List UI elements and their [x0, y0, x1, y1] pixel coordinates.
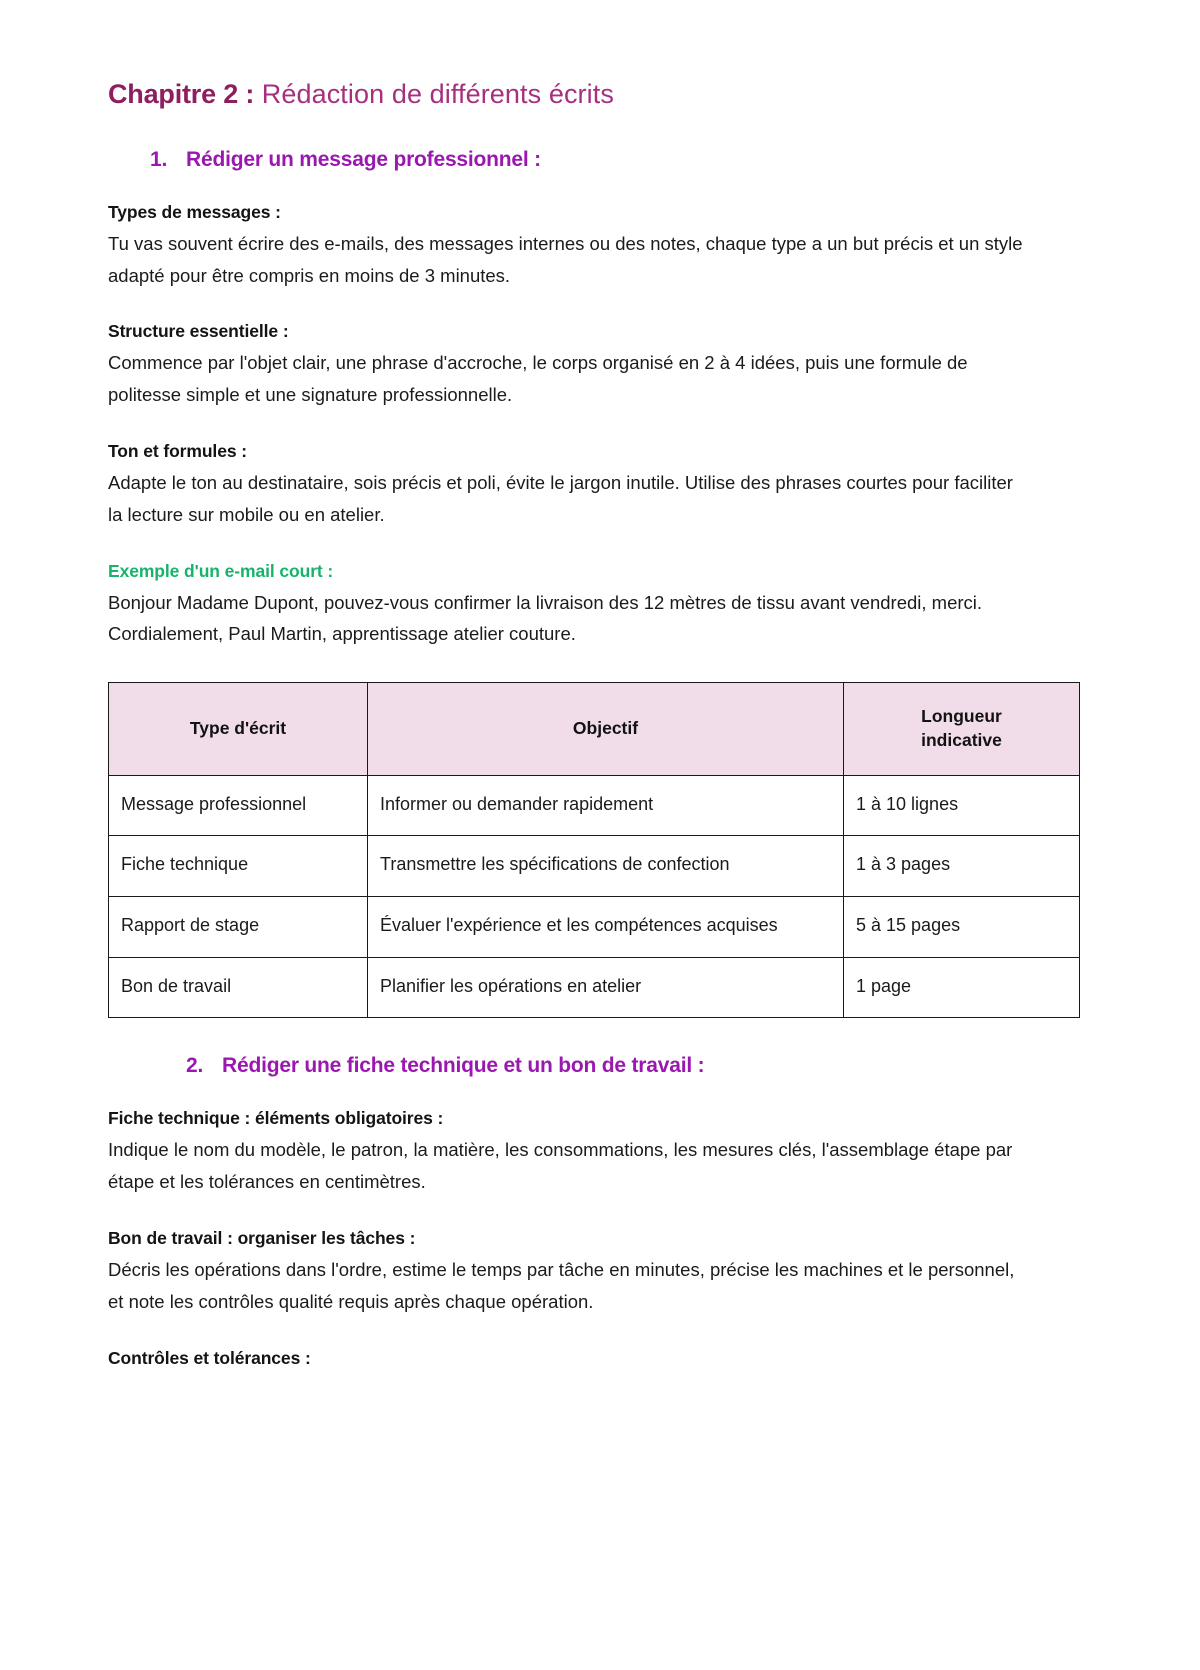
page-title: [108, 78, 1030, 112]
paragraph-ton-et-formules: Adapte le ton au destinataire, sois précis et poli, évite le jargon inutile. Utilise des phrases courtes pour faciliter la lecture sur mobile ou en atelier.: [108, 472, 1013, 525]
cell-longueur: 1 page: [844, 957, 1080, 1018]
table-row: [109, 896, 1080, 957]
cell-type: Rapport de stage: [109, 896, 368, 957]
sub-heading-ton-et-formules: Ton et formules :: [108, 441, 247, 461]
paragraph-structure-essentielle: Commence par l'objet clair, une phrase d'accroche, le corps organisé en 2 à 4 idées, puis une formule de politesse simple et une signature professionnelle.: [108, 352, 968, 406]
cell-objectif: Informer ou demander rapidement: [368, 775, 844, 836]
sub-heading-fiche-technique: Fiche technique : éléments obligatoires :: [108, 1108, 444, 1129]
section-heading-1: [108, 148, 1030, 172]
cell-longueur: 1 à 3 pages: [844, 836, 1080, 897]
block-exemple-email: [108, 561, 1030, 651]
sub-heading-bon-de-travail: Bon de travail : organiser les tâches :: [108, 1227, 416, 1248]
cell-type: Message professionnel: [109, 775, 368, 836]
section-title-1: Rédiger un message professionnel :: [186, 147, 541, 171]
cell-longueur: 5 à 15 pages: [844, 896, 1080, 957]
sub-heading-structure-essentielle: Structure essentielle :: [108, 321, 289, 342]
cell-objectif: Planifier les opérations en atelier: [368, 957, 844, 1018]
page-title-chapter: Chapitre 2 :: [108, 79, 255, 109]
table-row: [109, 957, 1080, 1018]
table-header-longueur-line2: indicative: [921, 729, 1002, 750]
paragraph-types-de-messages: Tu vas souvent écrire des e-mails, des messages internes ou des notes, chaque type a un but précis et un style adapté pour être compris en moins de 3 minutes.: [108, 232, 1023, 286]
cell-objectif: Évaluer l'expérience et les compétences acquises: [368, 896, 844, 957]
table-header-type: Type d'écrit: [109, 683, 368, 775]
paragraph-bon-de-travail: Décris les opérations dans l'ordre, estime le temps par tâche en minutes, précise les machines et le personnel, et note les contrôles qualité requis après chaque opération.: [108, 1258, 1015, 1312]
sub-heading-exemple-email: Exemple d'un e-mail court :: [108, 560, 334, 581]
table-body: [109, 775, 1080, 1018]
table-header-longueur-line1: Longueur: [921, 706, 1002, 727]
section-number-2: 2.: [186, 1054, 204, 1078]
table-header-longueur: [844, 683, 1080, 775]
paragraph-exemple-email: Bonjour Madame Dupont, pouvez-vous confirmer la livraison des 12 mètres de tissu avant vendredi, merci. Cordialement, Paul Martin, apprentissage atelier couture.: [108, 591, 983, 645]
page-title-subject: Rédaction de différents écrits: [254, 79, 614, 109]
paragraph-fiche-technique: Indique le nom du modèle, le patron, la matière, les consommations, les mesures clés, l'assemblage étape par étape et les tolérances en centimètres.: [108, 1139, 1013, 1193]
section-heading-2: [108, 1054, 1030, 1078]
cell-type: Fiche technique: [109, 836, 368, 897]
sub-heading-types-de-messages: Types de messages :: [108, 201, 281, 222]
table-head: [109, 683, 1080, 775]
table-row: [109, 775, 1080, 836]
cell-objectif: Transmettre les spécifications de confection: [368, 836, 844, 897]
cell-longueur: 1 à 10 lignes: [844, 775, 1080, 836]
block-ton-et-formules: [108, 441, 1030, 531]
block-fiche-technique: [108, 1108, 1030, 1198]
sub-heading-controles-tolerances: Contrôles et tolérances :: [108, 1347, 311, 1368]
table-row: [109, 836, 1080, 897]
table-header-row: [109, 683, 1080, 775]
writing-types-table: [108, 682, 1080, 1018]
table-header-objectif: Objectif: [368, 683, 844, 775]
block-bon-de-travail: [108, 1228, 1030, 1318]
block-types-de-messages: [108, 202, 1030, 292]
section-number-1: 1.: [150, 147, 168, 171]
block-controles-tolerances: [108, 1348, 1030, 1369]
block-structure-essentielle: [108, 321, 1030, 411]
table-container: [108, 682, 1030, 1018]
section-title-2: Rédiger une fiche technique et un bon de travail :: [222, 1054, 705, 1078]
cell-type: Bon de travail: [109, 957, 368, 1018]
